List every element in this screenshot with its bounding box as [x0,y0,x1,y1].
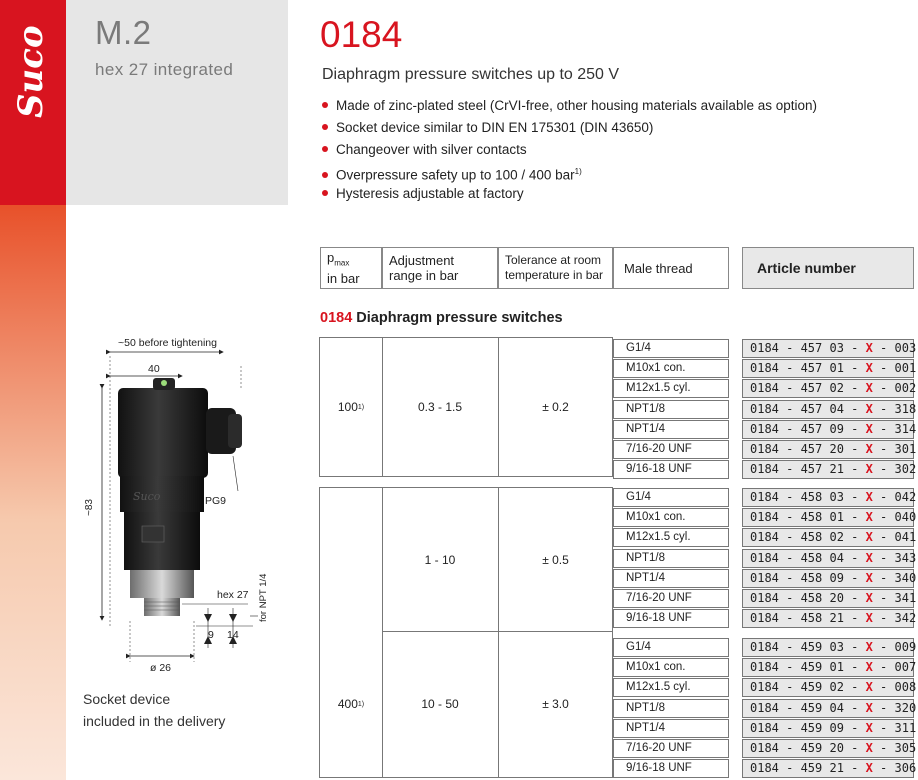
npt-note: for NPT 1/4 [258,573,269,622]
thread-cell: M10x1 con. [613,508,729,527]
thread-cell: 7/16-20 UNF [613,440,729,459]
article-number-cell: 0184 - 457 04 - X - 318 [742,400,914,419]
article-number-cell: 0184 - 458 03 - X - 042 [742,488,914,507]
article-number-cell: 0184 - 459 04 - X - 320 [742,699,914,718]
dim-14-label: 14 [227,629,239,641]
tolerance-cell: ± 0.5 [542,552,569,567]
article-number-cell: 0184 - 458 01 - X - 040 [742,508,914,527]
article-number-cell: 0184 - 458 02 - X - 041 [742,528,914,547]
pmax-cell: 400 1) [337,697,365,711]
feature-item: Made of zinc-plated steel (CrVI-free, other housing materials available as option) [322,96,817,118]
article-number-cell: 0184 - 457 02 - X - 002 [742,379,914,398]
tolerance-cell: ± 0.2 [542,400,569,414]
article-number-cell: 0184 - 458 04 - X - 343 [742,549,914,568]
header-adjustment: Adjustment range in bar [382,247,498,289]
article-number-cell: 0184 - 458 20 - X - 341 [742,589,914,608]
feature-item: Changeover with silver contacts [322,140,817,162]
model-subtitle: hex 27 integrated [95,60,234,79]
header-pmax: $p_{max}$ in bar [320,247,382,289]
body-logo: Suco [133,490,161,503]
bullet-icon [322,190,328,196]
header-tolerance: Tolerance at room temperature in bar [498,247,613,289]
dim-top-label: ~50 before tightening [118,337,217,349]
thread-cell: M12x1.5 cyl. [613,678,729,697]
thread-cell: NPT1/4 [613,420,729,439]
article-number-cell: 0184 - 459 03 - X - 009 [742,638,914,657]
thread-cell: 9/16-18 UNF [613,460,729,479]
thread-cell: 7/16-20 UNF [613,589,729,608]
dim-26-label: ø 26 [150,662,172,674]
article-number-cell: 0184 - 457 03 - X - 003 [742,339,914,358]
thread-cell: M12x1.5 cyl. [613,379,729,398]
article-number-cell: 0184 - 459 02 - X - 008 [742,678,914,697]
article-number-cell: 0184 - 459 20 - X - 305 [742,739,914,758]
article-number-cell: 0184 - 459 21 - X - 306 [742,759,914,778]
header-article-number: Article number [742,247,914,289]
thread-cell: G1/4 [613,339,729,358]
dim-83-label: ~83 [84,499,95,516]
thread-cell: G1/4 [613,638,729,657]
feature-item: Hysteresis adjustable at factory [322,184,817,206]
thread-cell: NPT1/4 [613,569,729,588]
thread-cell: NPT1/8 [613,699,729,718]
connector-head [118,388,208,478]
group-400-bar [319,487,613,778]
bullet-icon [322,102,328,108]
product-code: 0184 [320,14,403,55]
hex-27 [130,570,194,598]
article-number-cell: 0184 - 457 09 - X - 314 [742,420,914,439]
article-number-cell: 0184 - 459 01 - X - 007 [742,658,914,677]
article-number-cell: 0184 - 458 21 - X - 342 [742,609,914,628]
thread-cell: 9/16-18 UNF [613,609,729,628]
dim-40-label: 40 [148,363,160,375]
feature-item: Socket device similar to DIN EN 175301 (DIN 43650) [322,118,817,140]
pmax-cell: 100 1) [337,400,365,414]
socket-note: Socket device included in the delivery [83,691,226,729]
tolerance-cell: ± 3.0 [542,697,569,711]
thread-cell: M10x1 con. [613,658,729,677]
thread-cell: G1/4 [613,488,729,507]
bullet-icon [322,146,328,152]
thread-cell: NPT1/8 [613,549,729,568]
article-number-cell: 0184 - 457 21 - X - 302 [742,460,914,479]
thread-cell: M12x1.5 cyl. [613,528,729,547]
technical-drawing [78,326,278,676]
brand-logo [6,14,60,124]
bullet-icon [322,172,328,178]
bullet-icon [322,124,328,130]
feature-list [322,96,817,206]
pg9-label: PG9 [205,495,227,507]
range-cell: 10 - 50 [421,697,459,711]
thread-cell: 7/16-20 UNF [613,739,729,758]
section-title: 0184 Diaphragm pressure switches [320,310,563,326]
header-thread: Male thread [613,247,729,289]
thread-cell: NPT1/4 [613,719,729,738]
range-cell: 0.3 - 1.5 [417,400,463,414]
dim-9-label: 9 [208,629,214,641]
product-subtitle: Diaphragm pressure switches up to 250 V [322,66,620,83]
hex27-label: hex 27 [217,589,249,601]
brand-logo-text: Suco [11,25,51,118]
article-number-cell: 0184 - 459 09 - X - 311 [742,719,914,738]
range-cell: 1 - 10 [424,552,456,567]
feature-item: Overpressure safety up to 100 / 400 bar$^{1)}$ [322,162,817,184]
article-number-cell: 0184 - 457 01 - X - 001 [742,359,914,378]
group-100-bar [319,337,613,477]
thread-cell: M10x1 con. [613,359,729,378]
thread-cell: NPT1/8 [613,400,729,419]
model-name: M.2 [95,14,152,51]
thread-cell: 9/16-18 UNF [613,759,729,778]
article-number-cell: 0184 - 458 09 - X - 340 [742,569,914,588]
article-number-cell: 0184 - 457 20 - X - 301 [742,440,914,459]
